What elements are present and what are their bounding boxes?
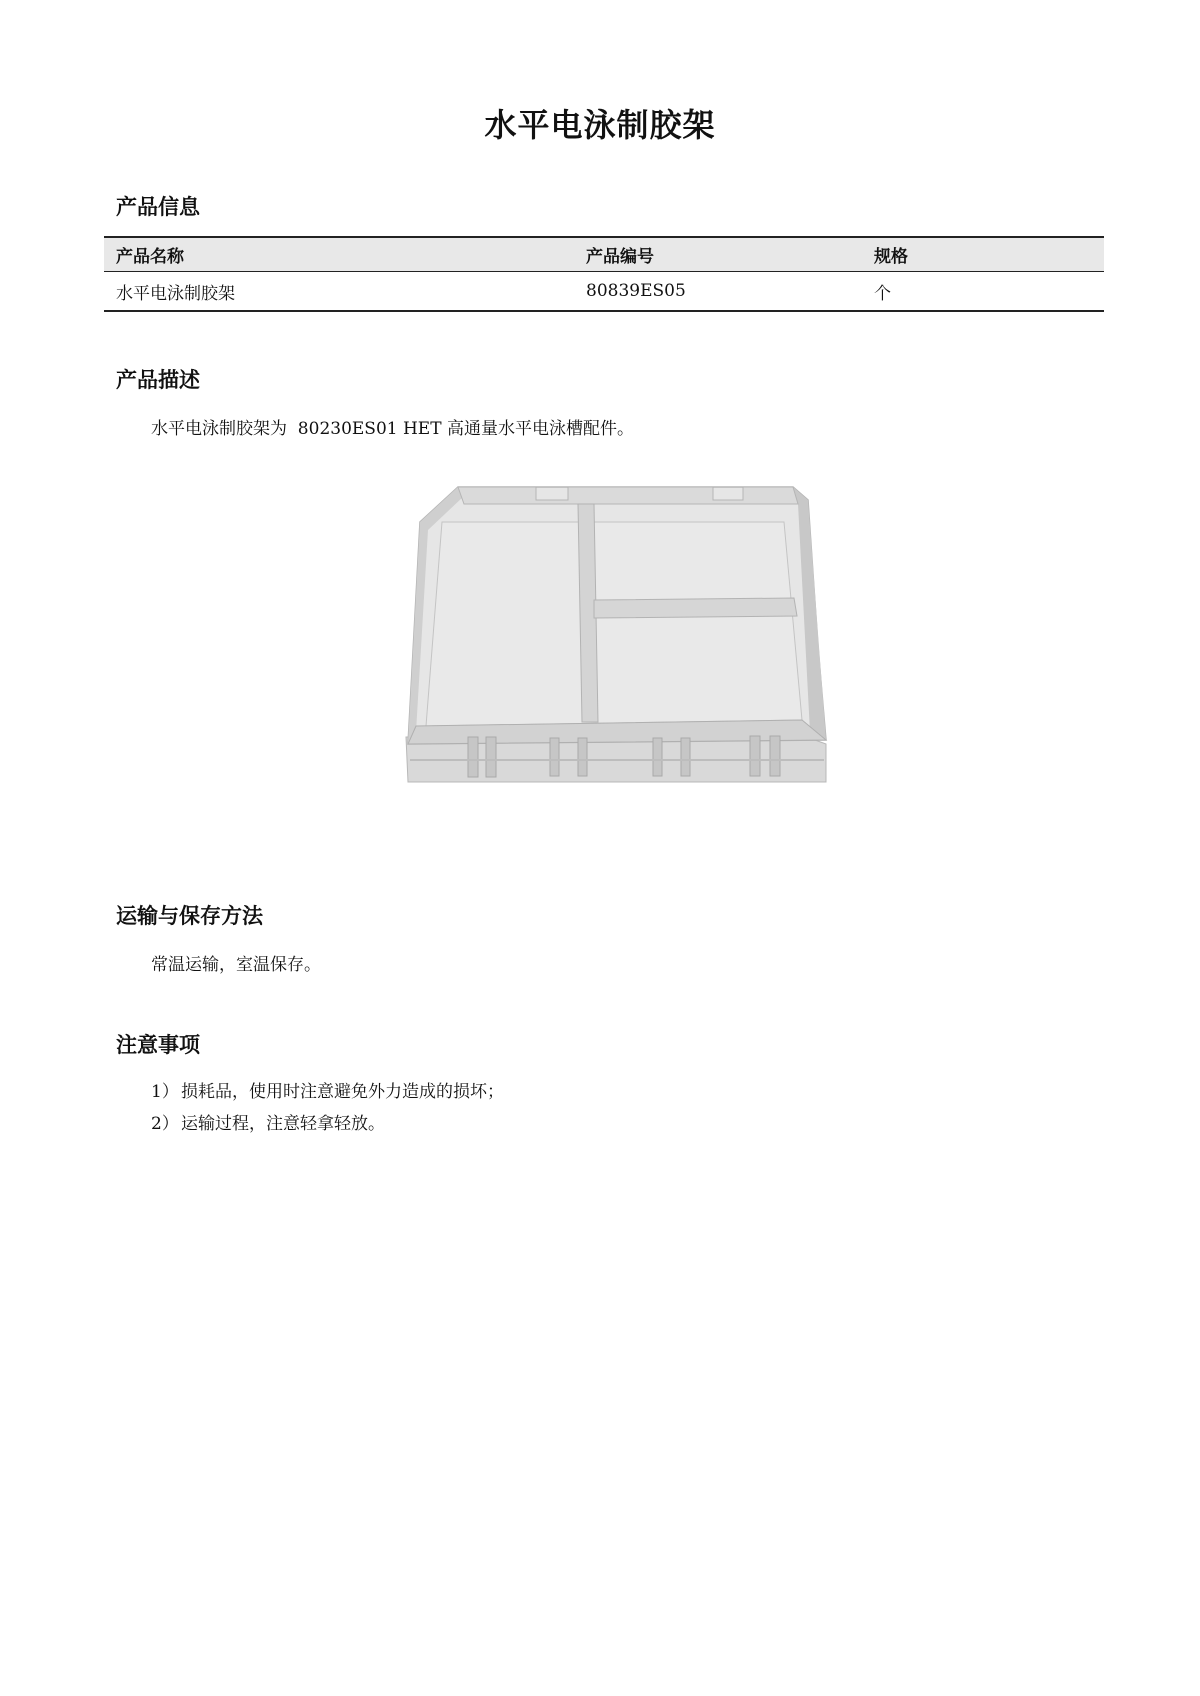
product-info-table bbox=[104, 236, 1104, 312]
list-item-number: 2） bbox=[151, 1114, 179, 1134]
list-item-text: 运输过程，注意轻拿轻放。 bbox=[181, 1114, 385, 1134]
table-header-cell: 产品编号 bbox=[574, 237, 862, 272]
table-header-cell: 规格 bbox=[862, 237, 1104, 272]
description-text: 水平电泳制胶架为 80230ES01 HET 高通量水平电泳槽配件。 bbox=[151, 419, 634, 439]
section-heading-info: 产品信息 bbox=[116, 194, 200, 219]
table-header-row bbox=[104, 237, 1104, 272]
table-cell-product-name: 水平电泳制胶架 bbox=[104, 272, 574, 312]
table-cell-spec: 个 bbox=[862, 272, 1104, 312]
notes-list bbox=[151, 1076, 504, 1140]
gel-casting-tray-image bbox=[398, 482, 836, 790]
table-header-cell: 产品名称 bbox=[104, 237, 574, 272]
list-item bbox=[151, 1108, 504, 1140]
storage-text: 常温运输，室温保存。 bbox=[151, 955, 321, 975]
list-item bbox=[151, 1076, 504, 1108]
table-row bbox=[104, 272, 1104, 312]
page-title: 水平电泳制胶架 bbox=[484, 106, 716, 144]
section-heading-notes: 注意事项 bbox=[116, 1032, 200, 1057]
list-item-number: 1） bbox=[151, 1082, 179, 1102]
section-heading-storage: 运输与保存方法 bbox=[116, 903, 263, 928]
table-cell-product-code: 80839ES05 bbox=[574, 272, 862, 312]
list-item-text: 损耗品，使用时注意避免外力造成的损坏； bbox=[181, 1082, 504, 1102]
section-heading-description: 产品描述 bbox=[116, 367, 200, 392]
